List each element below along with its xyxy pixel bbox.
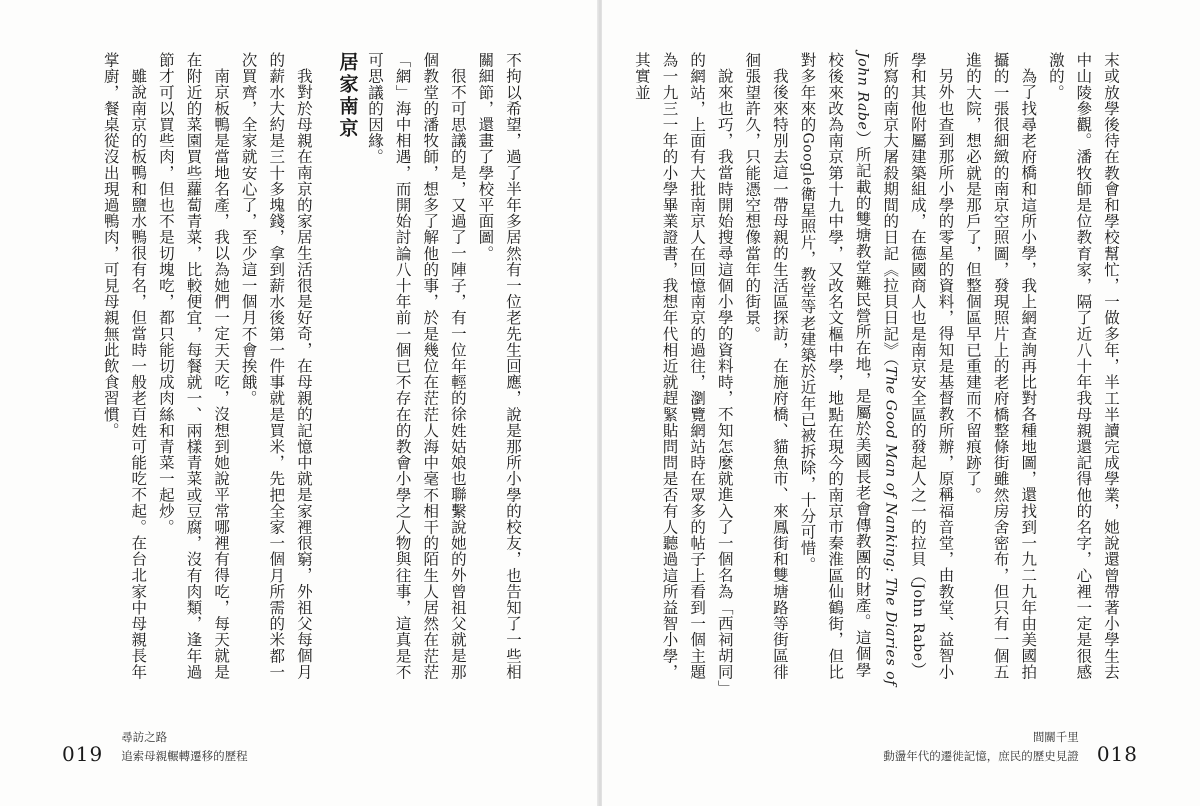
paragraph: 南京板鴨是當地名產，我以為她們一定天天吃，沒想到她說平常哪裡有得吃，每天就是在附近的菜園買些蘿蔔青菜，比較便宜，每餐就一、兩樣青菜或豆腐，沒有肉類，逢年過節才可以買些肉，但也不是切塊吃，都只能切成肉絲和青菜一起炒。 [156, 52, 231, 680]
paragraph: 說來也巧，我當時開始搜尋這個小學的資料時，不知怎麼就進入了一個名為「西祠胡同」的網站，上面有大批南京人在回憶南京的過往，瀏覽網站時在眾多的帖子上看到一個主題為一九三一年的小學畢業證書，我想年代相近就趕緊貼問問是否有人聽過這所益智小學，其實並 [632, 52, 734, 688]
paragraph [793, 52, 959, 692]
right-page-footer [883, 728, 1138, 766]
latin-name: Google [799, 132, 816, 186]
paragraph: 很不可思議的是，又過了一陣子，有一位年輕的徐姓姑娘也聯繫說她的外曾祖父就是那個教堂的潘牧師，想多了解他的事，於是幾位在茫茫人海中毫不相干的陌生人居然在茫茫「網」海中相遇，而開始討論八十年前一個已不存在的教會小學之人物與往事，這真是不可思議的因緣。 [366, 52, 467, 680]
paragraph: 我對於母親在南京的家居生活很是好奇，在母親的記憶中就是家裡很窮，外祖父每個月的薪水大約是三十多塊錢，拿到薪水後第一件事就是買米，先把全家一個月所需的米都一次買齊，全家就安心了，至少這一個月不會挨餓。 [239, 52, 313, 680]
paragraph: 不拘以希望，過了半年多居然有一位老先生回應，說是那所小學的校友，也告知了一些相關細節，還畫了學校平面圖。 [476, 52, 522, 680]
paragraph: 我後來特別去這一帶母親的生活區探訪，在施府橋、貓魚市、來鳳街和雙塘路等街區徘徊張望許久，只能憑空想像當年的街景。 [743, 52, 789, 680]
running-head [121, 728, 248, 766]
latin-name: John Rabe [909, 583, 926, 662]
paragraph: 雖說南京的板鴨和鹽水鴨很有名，但當時一般老百姓可能吃不起。在台北家中母親長年掌廚，餐桌從沒出現過鴨肉，可見母親無此飲食習慣。 [101, 52, 148, 680]
running-head-title: 尋訪之路 [121, 730, 168, 744]
running-head-subtitle: 追索母親輾轉遷移的歷程 [121, 749, 248, 763]
running-head [883, 728, 1079, 766]
running-head-title: 間關千里 [1032, 730, 1079, 744]
left-page-footer [62, 728, 248, 766]
paragraph: 為了找尋老府橋和這所小學，我上網查詢再比對各種地圖，還找到一九二九年由美國拍攝的一張很細緻的南京空照圖，發現照片上的老府橋整條街雖然房舍密布，但只有一個五進的大院，想必就是那戶了，但整個區早已重建而不留痕跡了。 [964, 52, 1038, 680]
text-run: ）所寫的南京大屠殺期間的日記《拉貝日記》（ [881, 52, 927, 678]
page-number: 018 [1096, 742, 1138, 766]
right-page-text [632, 52, 1124, 692]
book-title-italic: The Good Man of Nanking: The Diaries of John Rabe [854, 52, 899, 686]
left-page-text [56, 52, 526, 692]
text-run: 另外也查到那所小學的零星的資料，得知是基督教所辦，原稱福音堂，由教堂、益智小學和其他附屬建築組成，在德國商人也是南京安全區的發起人之一的拉貝（ [908, 52, 955, 680]
right-page [602, 0, 1200, 806]
text-run: 衛星照片，教堂等老建築於近年已被拆除，十分可惜。 [798, 185, 817, 573]
running-head-subtitle: 動盪年代的遷徙記憶，庶民的歷史見證 [883, 749, 1079, 763]
page-number: 019 [62, 742, 104, 766]
paragraph: 末或放學後待在教會和學校幫忙，一做多年，半工半讀完成學業，她說還曾帶著小學生去中山陵參觀。潘牧師是位教育家，隔了近八十年我母親還記得他的名字，心裡一定是很感激的。 [1046, 52, 1120, 680]
left-page [0, 0, 598, 806]
section-heading: 居家南京 [336, 52, 359, 140]
text-run: ）所記載的雙塘教堂難民營所在地，是屬於美國長老會傳教團的財產。這個學校後來改為南京第十九中學，又改名文樞中學，地點在現今的南京市秦淮區仙鶴街，但比對多年來的 [798, 52, 872, 680]
